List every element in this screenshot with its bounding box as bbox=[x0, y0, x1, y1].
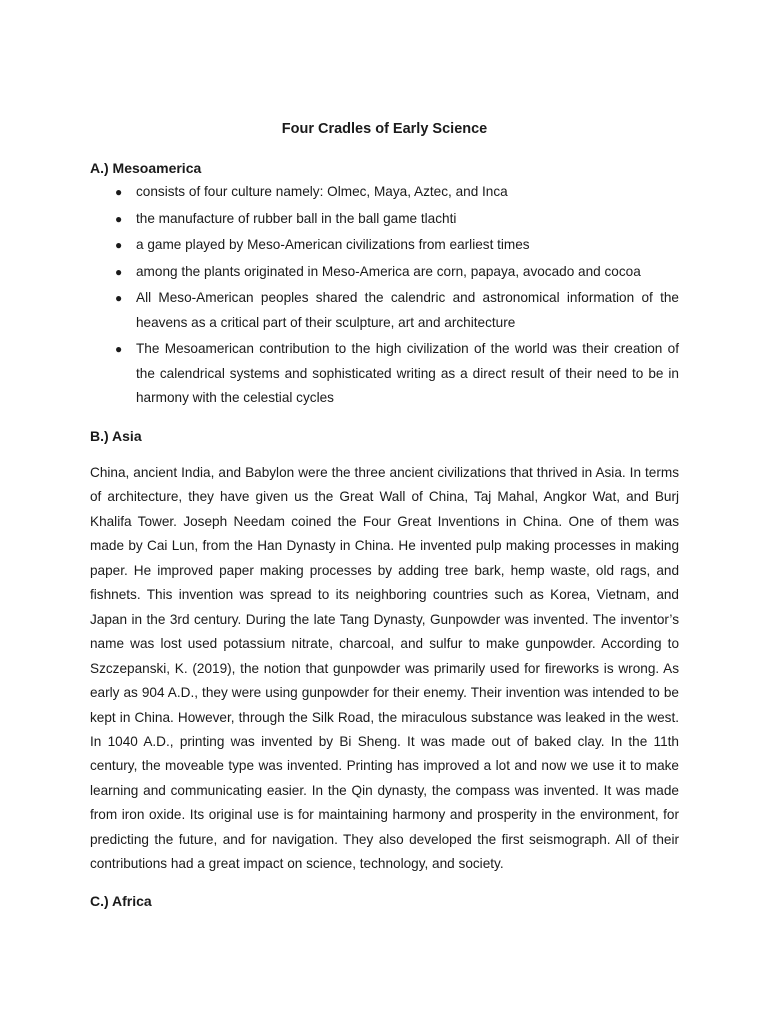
list-item bbox=[90, 180, 679, 204]
bullet-icon: ● bbox=[115, 238, 123, 253]
section-heading-africa: C.) Africa bbox=[90, 893, 152, 909]
document-title: Four Cradles of Early Science bbox=[281, 121, 488, 137]
section-heading-asia: B.) Asia bbox=[90, 428, 142, 444]
asia-paragraph: China, ancient India, and Babylon were the three ancient civilizations that thrived in Asia. In terms of architecture, they have given us the Great Wall of China, Taj Mahal, Angkor Wat, and Burj Khalifa Tower. Joseph Needam coined the Four Great Inventions in China. One of them was made by Cai Lun, from the Han Dynasty in China. He invented pulp making processes in making paper. He improved paper making processes by adding tree bark, hemp waste, old rags, and fishnets. This invention was spread to its neighboring countries such as Korea, Vietnam, and Japan in the 3rd century. During the late Tang Dynasty, Gunpowder was invented. The inventor’s name was lost used potassium nitrate, charcoal, and sulfur to make gunpowder. According to Szczepanski, K. (2019), the notion that gunpowder was primarily used for fireworks is wrong. As early as 904 A.D., they were using gunpowder for their enemy. Their invention was intended to be kept in China. However, through the Silk Road, the miraculous substance was leaked in the west. In 1040 A.D., printing was invented by Bi Sheng. It was made out of baked clay. In the 11th century, the moveable type was invented. Printing has improved a lot and now we use it to make learning and communicating easier. In the Qin dynasty, the compass was invented. It was made from iron oxide. Its original use is for maintaining harmony and prosperity in the environment, for predicting the future, and for navigation. They also developed the first seismograph. All of their contributions had a great impact on science, technology, and society. bbox=[90, 465, 679, 872]
list-item bbox=[90, 286, 679, 335]
document-page bbox=[90, 0, 679, 1024]
list-item-text: among the plants originated in Meso-America are corn, papaya, avocado and cocoa bbox=[136, 263, 641, 279]
bullet-icon: ● bbox=[115, 185, 123, 199]
bullet-icon: ● bbox=[115, 264, 123, 279]
list-item-text: consists of four culture namely: Olmec, Maya, Aztec, and Inca bbox=[136, 184, 508, 199]
list-item-text: All Meso-American peoples shared the calendric and astronomical information of the heavens as a critical part of their sculpture, art and architecture bbox=[136, 290, 679, 330]
mesoamerica-bullet-list bbox=[90, 180, 679, 412]
bullet-icon: ● bbox=[115, 291, 123, 306]
bullet-icon: ● bbox=[115, 342, 123, 357]
section-heading-mesoamerica: A.) Mesoamerica bbox=[90, 160, 202, 176]
list-item-text: the manufacture of rubber ball in the ball game tlachti bbox=[136, 210, 457, 226]
list-item bbox=[90, 260, 679, 284]
list-item bbox=[90, 337, 679, 410]
list-item-text: a game played by Meso-American civilizations from earliest times bbox=[136, 237, 530, 253]
bullet-icon: ● bbox=[115, 211, 123, 226]
list-item bbox=[90, 233, 679, 257]
list-item-text: The Mesoamerican contribution to the high civilization of the world was their creation of the calendrical systems and sophisticated writing as a direct result of their need to be in harmony with the celestial cycles bbox=[136, 341, 679, 405]
list-item bbox=[90, 207, 679, 231]
